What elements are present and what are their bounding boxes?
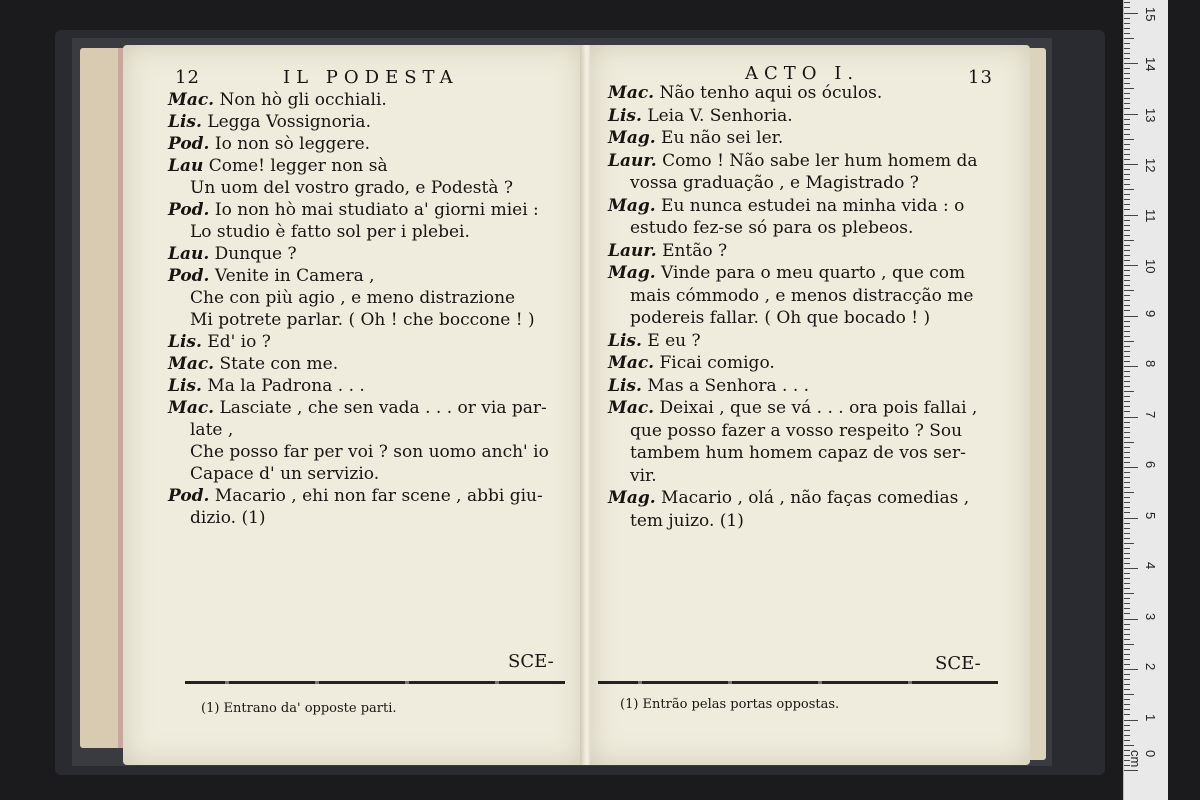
text-line — [190, 178, 513, 198]
measurement-ruler — [1123, 0, 1168, 800]
ruler-tick — [1124, 53, 1130, 54]
ruler-tick — [1124, 316, 1138, 317]
ruler-tick — [1124, 73, 1130, 74]
ruler-tick — [1124, 391, 1134, 392]
right-catchword: SCE- — [935, 653, 981, 674]
ruler-tick — [1124, 295, 1130, 296]
ruler-tick — [1124, 644, 1134, 645]
ruler-tick — [1124, 341, 1134, 342]
text-line — [190, 508, 266, 528]
ruler-tick — [1124, 482, 1130, 483]
ruler-tick — [1124, 583, 1130, 584]
ruler-tick — [1124, 371, 1130, 372]
ruler-number: 3 — [1143, 612, 1158, 620]
line-text: Io non sò leggere. — [214, 134, 371, 154]
ruler-tick — [1124, 411, 1130, 412]
ruler-tick — [1124, 578, 1130, 579]
ruler-tick — [1124, 396, 1130, 397]
ruler-tick — [1124, 149, 1130, 150]
ruler-tick — [1124, 285, 1130, 286]
ruler-tick — [1124, 336, 1130, 337]
ruler-tick — [1124, 588, 1130, 589]
text-line — [608, 128, 783, 148]
speaker-name: Lis. — [168, 112, 202, 132]
speaker-name: Lis. — [168, 376, 202, 396]
ruler-tick — [1124, 457, 1130, 458]
ruler-tick — [1124, 103, 1130, 104]
text-line — [608, 83, 882, 103]
text-line — [168, 398, 547, 418]
ruler-tick — [1124, 159, 1130, 160]
ruler-tick — [1124, 452, 1130, 453]
ruler-tick — [1124, 386, 1130, 387]
line-text: Che posso far per voi ? son uomo anch' io — [190, 442, 549, 462]
line-text: Non hò gli occhiali. — [219, 90, 387, 110]
text-line — [608, 241, 727, 261]
ruler-number: 15 — [1143, 6, 1158, 21]
ruler-tick — [1124, 139, 1134, 140]
ruler-tick — [1124, 462, 1130, 463]
line-text: E eu ? — [647, 330, 701, 351]
ruler-tick — [1124, 230, 1130, 231]
ruler-tick — [1124, 417, 1138, 418]
line-text: Então ? — [662, 240, 728, 261]
speaker-name: Pod. — [168, 486, 210, 506]
ruler-tick — [1124, 634, 1130, 635]
ruler-tick — [1124, 93, 1130, 94]
speaker-name: Mac. — [168, 354, 215, 374]
text-line — [608, 376, 809, 396]
ruler-tick — [1124, 472, 1130, 473]
text-line — [190, 222, 470, 242]
ruler-tick — [1124, 735, 1130, 736]
ruler-tick — [1124, 280, 1130, 281]
ruler-tick — [1124, 356, 1130, 357]
ruler-tick — [1124, 523, 1130, 524]
left-running-head: IL PODESTA — [283, 67, 459, 88]
text-line — [168, 156, 388, 176]
line-text: Che con più agio , e meno distrazione — [190, 288, 516, 308]
line-text: Como ! Não sabe ler hum homem da — [662, 150, 978, 171]
line-text: Deixai , que se vá . . . ora pois fallai , — [659, 398, 978, 418]
text-line — [630, 511, 744, 531]
ruler-tick — [1124, 725, 1130, 726]
ruler-tick — [1124, 406, 1130, 407]
ruler-tick — [1124, 518, 1138, 519]
ruler-number: 14 — [1143, 57, 1158, 72]
ruler-tick — [1124, 179, 1130, 180]
speaker-name: Lau. — [168, 244, 210, 264]
line-text: mais cómmodo , e menos distracção me — [630, 285, 974, 306]
ruler-tick — [1124, 528, 1130, 529]
ruler-tick — [1124, 98, 1130, 99]
ruler-tick — [1124, 654, 1130, 655]
text-line — [630, 173, 919, 193]
text-line — [190, 420, 233, 440]
ruler-tick — [1124, 593, 1134, 594]
ruler-tick — [1124, 235, 1130, 236]
ruler-tick — [1124, 275, 1130, 276]
ruler-tick — [1124, 326, 1130, 327]
ruler-tick — [1124, 199, 1130, 200]
text-line — [608, 398, 977, 418]
speaker-name: Mac. — [608, 353, 655, 373]
left-footnote-rule — [185, 681, 565, 684]
speaker-name: Mac. — [168, 398, 215, 418]
ruler-tick — [1124, 442, 1134, 443]
ruler-number: 5 — [1143, 511, 1158, 519]
text-line — [608, 263, 965, 283]
ruler-tick — [1124, 164, 1138, 165]
ruler-number: 7 — [1143, 410, 1158, 418]
text-line — [168, 90, 387, 110]
line-text: Dunque ? — [214, 244, 297, 264]
ruler-tick — [1124, 770, 1138, 771]
speaker-name: Mag. — [608, 195, 656, 216]
ruler-number: 12 — [1143, 158, 1158, 173]
ruler-tick — [1124, 7, 1130, 8]
ruler-tick — [1124, 220, 1130, 221]
ruler-number: 9 — [1143, 309, 1158, 317]
right-footnote: (1) Entrão pelas portas oppostas. — [620, 697, 840, 712]
ruler-tick — [1124, 558, 1130, 559]
ruler-tick — [1124, 83, 1130, 84]
ruler-tick — [1124, 745, 1134, 746]
ruler-tick — [1124, 260, 1130, 261]
text-line — [168, 486, 543, 506]
line-text: estudo fez-se só para os plebeos. — [630, 218, 914, 238]
line-text: Mas a Senhora . . . — [647, 375, 810, 396]
ruler-tick — [1124, 23, 1130, 24]
ruler-tick — [1124, 215, 1138, 216]
line-text: vossa graduação , e Magistrado ? — [630, 173, 919, 193]
ruler-number: 8 — [1143, 360, 1158, 368]
ruler-tick — [1124, 629, 1130, 630]
ruler-tick — [1124, 63, 1138, 64]
ruler-tick — [1124, 538, 1130, 539]
ruler-tick — [1124, 184, 1130, 185]
ruler-tick — [1124, 43, 1130, 44]
ruler-tick — [1124, 553, 1130, 554]
ruler-tick — [1124, 366, 1138, 367]
line-text: late , — [190, 420, 234, 440]
ruler-tick — [1124, 240, 1134, 241]
text-line — [190, 464, 379, 484]
ruler-number: 6 — [1143, 461, 1158, 469]
speaker-name: Lis. — [608, 105, 642, 126]
ruler-tick — [1124, 730, 1130, 731]
line-text: Venite in Camera , — [214, 266, 375, 286]
text-line — [630, 218, 913, 238]
right-page — [590, 45, 1030, 765]
line-text: tem juizo. (1) — [630, 510, 744, 531]
ruler-tick — [1124, 659, 1130, 660]
speaker-name: Mag. — [608, 128, 656, 148]
ruler-tick — [1124, 250, 1130, 251]
ruler-tick — [1124, 38, 1134, 39]
ruler-tick — [1124, 351, 1130, 352]
ruler-tick — [1124, 679, 1130, 680]
ruler-tick — [1124, 225, 1130, 226]
ruler-tick — [1124, 563, 1130, 564]
line-text: Leia V. Senhoria. — [647, 105, 793, 126]
ruler-tick — [1124, 331, 1130, 332]
ruler-tick — [1124, 13, 1138, 14]
ruler-tick — [1124, 598, 1130, 599]
ruler-tick — [1124, 33, 1130, 34]
right-footnote-rule — [598, 681, 998, 684]
ruler-tick — [1124, 740, 1130, 741]
ruler-tick — [1124, 310, 1130, 311]
line-text: Mi potrete parlar. ( Oh ! che boccone ! ) — [190, 310, 535, 330]
ruler-tick — [1124, 664, 1130, 665]
line-text: Eu não sei ler. — [661, 128, 784, 148]
ruler-tick — [1124, 492, 1134, 493]
ruler-tick — [1124, 548, 1130, 549]
ruler-tick — [1124, 432, 1130, 433]
speaker-name: Pod. — [168, 134, 210, 154]
ruler-tick — [1124, 533, 1130, 534]
line-text: podereis fallar. ( Oh que bocado ! ) — [630, 308, 931, 328]
ruler-tick — [1124, 649, 1130, 650]
ruler-tick — [1124, 255, 1130, 256]
text-line — [190, 288, 515, 308]
text-line — [190, 310, 535, 330]
speaker-name: Lis. — [608, 375, 642, 396]
ruler-tick — [1124, 321, 1130, 322]
ruler-tick — [1124, 144, 1130, 145]
text-line — [630, 286, 973, 306]
ruler-tick — [1124, 502, 1130, 503]
speaker-name: Laur. — [608, 150, 657, 171]
ruler-number: 4 — [1143, 562, 1158, 570]
ruler-tick — [1124, 447, 1130, 448]
text-line — [608, 353, 775, 373]
ruler-tick — [1124, 28, 1130, 29]
ruler-tick — [1124, 427, 1130, 428]
text-line — [190, 442, 549, 462]
right-running-head: ACTO I. — [745, 63, 860, 84]
speaker-name: Mac. — [608, 398, 655, 418]
line-text: dizio. (1) — [190, 508, 266, 528]
ruler-tick — [1124, 290, 1134, 291]
ruler-tick — [1124, 603, 1130, 604]
ruler-tick — [1124, 714, 1130, 715]
line-text: Eu nunca estudei na minha vida : o — [661, 195, 965, 216]
text-line — [168, 112, 371, 132]
speaker-name: Mac. — [608, 83, 655, 103]
ruler-tick — [1124, 422, 1130, 423]
ruler-tick — [1124, 18, 1130, 19]
ruler-tick — [1124, 169, 1130, 170]
line-text: vir. — [630, 465, 657, 486]
line-text: que posso fazer a vosso respeito ? Sou — [630, 420, 963, 441]
ruler-tick — [1124, 58, 1130, 59]
ruler-tick — [1124, 300, 1130, 301]
left-catchword: SCE- — [508, 651, 554, 672]
speaker-name: Mag. — [608, 263, 656, 283]
ruler-tick — [1124, 124, 1130, 125]
line-text: Io non hò mai studiato a' giorni miei : — [214, 200, 539, 220]
ruler-tick — [1124, 709, 1130, 710]
ruler-tick — [1124, 497, 1130, 498]
ruler-tick — [1124, 305, 1130, 306]
ruler-tick — [1124, 684, 1130, 685]
ruler-tick — [1124, 154, 1130, 155]
speaker-name: Pod. — [168, 200, 210, 220]
left-page-number: 12 — [175, 67, 200, 88]
ruler-number: 11 — [1143, 208, 1158, 222]
ruler-tick — [1124, 48, 1130, 49]
ruler-number: 2 — [1143, 663, 1158, 671]
text-line — [168, 244, 297, 264]
ruler-tick — [1124, 639, 1130, 640]
ruler-tick — [1124, 119, 1130, 120]
ruler-tick — [1124, 270, 1130, 271]
ruler-tick — [1124, 346, 1130, 347]
ruler-tick — [1124, 194, 1130, 195]
right-page-number: 13 — [968, 67, 993, 88]
ruler-tick — [1124, 674, 1130, 675]
speaker-name: Lis. — [608, 330, 642, 351]
ruler-tick — [1124, 78, 1130, 79]
line-text: Lo studio è fatto sol per i plebei. — [190, 222, 470, 242]
page-edges-right — [1028, 48, 1046, 760]
text-line — [608, 331, 701, 351]
text-line — [630, 308, 930, 328]
speaker-name: Mag. — [608, 488, 656, 508]
line-text: State con me. — [219, 354, 339, 374]
ruler-tick — [1124, 114, 1138, 115]
text-line — [630, 443, 966, 463]
ruler-tick — [1124, 209, 1130, 210]
ruler-tick — [1124, 129, 1130, 130]
ruler-tick — [1124, 543, 1134, 544]
text-line — [168, 266, 375, 286]
left-footnote: (1) Entrano da' opposte parti. — [201, 701, 397, 716]
ruler-tick — [1124, 108, 1130, 109]
line-text: tambem hum homem capaz de vos ser- — [630, 443, 966, 463]
ruler-tick — [1124, 669, 1138, 670]
ruler-tick — [1124, 2, 1130, 3]
ruler-tick — [1124, 624, 1130, 625]
line-text: Ma la Padrona . . . — [207, 376, 365, 396]
ruler-tick — [1124, 437, 1130, 438]
text-line — [168, 134, 370, 154]
text-line — [630, 466, 657, 486]
line-text: Come! legger non sà — [208, 156, 388, 176]
line-text: Ed' io ? — [207, 332, 271, 352]
line-text: Vinde para o meu quarto , que com — [661, 263, 966, 283]
line-text: Un uom del vostro grado, e Podestà ? — [190, 178, 513, 198]
text-line — [630, 421, 962, 441]
ruler-number: 1 — [1143, 713, 1158, 721]
ruler-tick — [1124, 376, 1130, 377]
ruler-tick — [1124, 699, 1130, 700]
speaker-name: Laur. — [608, 240, 657, 261]
ruler-tick — [1124, 477, 1130, 478]
line-text: Macario , ehi non far scene , abbi giu- — [214, 486, 543, 506]
line-text: Não tenho aqui os óculos. — [659, 83, 883, 103]
page-edges-left — [80, 48, 128, 748]
text-line — [168, 200, 539, 220]
ruler-tick — [1124, 613, 1130, 614]
left-page — [123, 45, 583, 765]
line-text: Capace d' un servizio. — [190, 464, 380, 484]
ruler-tick — [1124, 467, 1138, 468]
ruler-tick — [1124, 608, 1130, 609]
ruler-number: 13 — [1143, 107, 1158, 122]
line-text: Ficai comigo. — [659, 353, 775, 373]
ruler-tick — [1124, 689, 1130, 690]
text-line — [608, 488, 969, 508]
ruler-tick — [1124, 88, 1134, 89]
ruler-unit-label: 0 cm — [1128, 750, 1158, 768]
speaker-name: Mac. — [168, 90, 215, 110]
ruler-tick — [1124, 361, 1130, 362]
speaker-name: Lis. — [168, 332, 202, 352]
ruler-tick — [1124, 189, 1134, 190]
ruler-tick — [1124, 720, 1138, 721]
ruler-tick — [1124, 134, 1130, 135]
line-text: Legga Vossignoria. — [207, 112, 371, 132]
text-line — [608, 106, 793, 126]
ruler-tick — [1124, 507, 1130, 508]
text-line — [608, 196, 964, 216]
ruler-tick — [1124, 704, 1130, 705]
ruler-number: 10 — [1143, 259, 1158, 274]
ruler-tick — [1124, 694, 1134, 695]
text-line — [168, 332, 271, 352]
text-line — [168, 354, 338, 374]
ruler-tick — [1124, 487, 1130, 488]
ruler-tick — [1124, 204, 1130, 205]
ruler-tick — [1124, 68, 1130, 69]
ruler-tick — [1124, 245, 1130, 246]
speaker-name: Pod. — [168, 266, 210, 286]
ruler-tick — [1124, 174, 1130, 175]
line-text: Lasciate , che sen vada . . . or via par- — [219, 398, 547, 418]
ruler-tick — [1124, 381, 1130, 382]
text-line — [168, 376, 365, 396]
ruler-tick — [1124, 401, 1130, 402]
speaker-name: Lau — [168, 156, 204, 176]
ruler-tick — [1124, 619, 1138, 620]
ruler-tick — [1124, 573, 1130, 574]
ruler-tick — [1124, 512, 1130, 513]
line-text: Macario , olá , não faças comedias , — [661, 488, 970, 508]
text-line — [608, 151, 978, 171]
ruler-tick — [1124, 265, 1138, 266]
ruler-tick — [1124, 568, 1138, 569]
